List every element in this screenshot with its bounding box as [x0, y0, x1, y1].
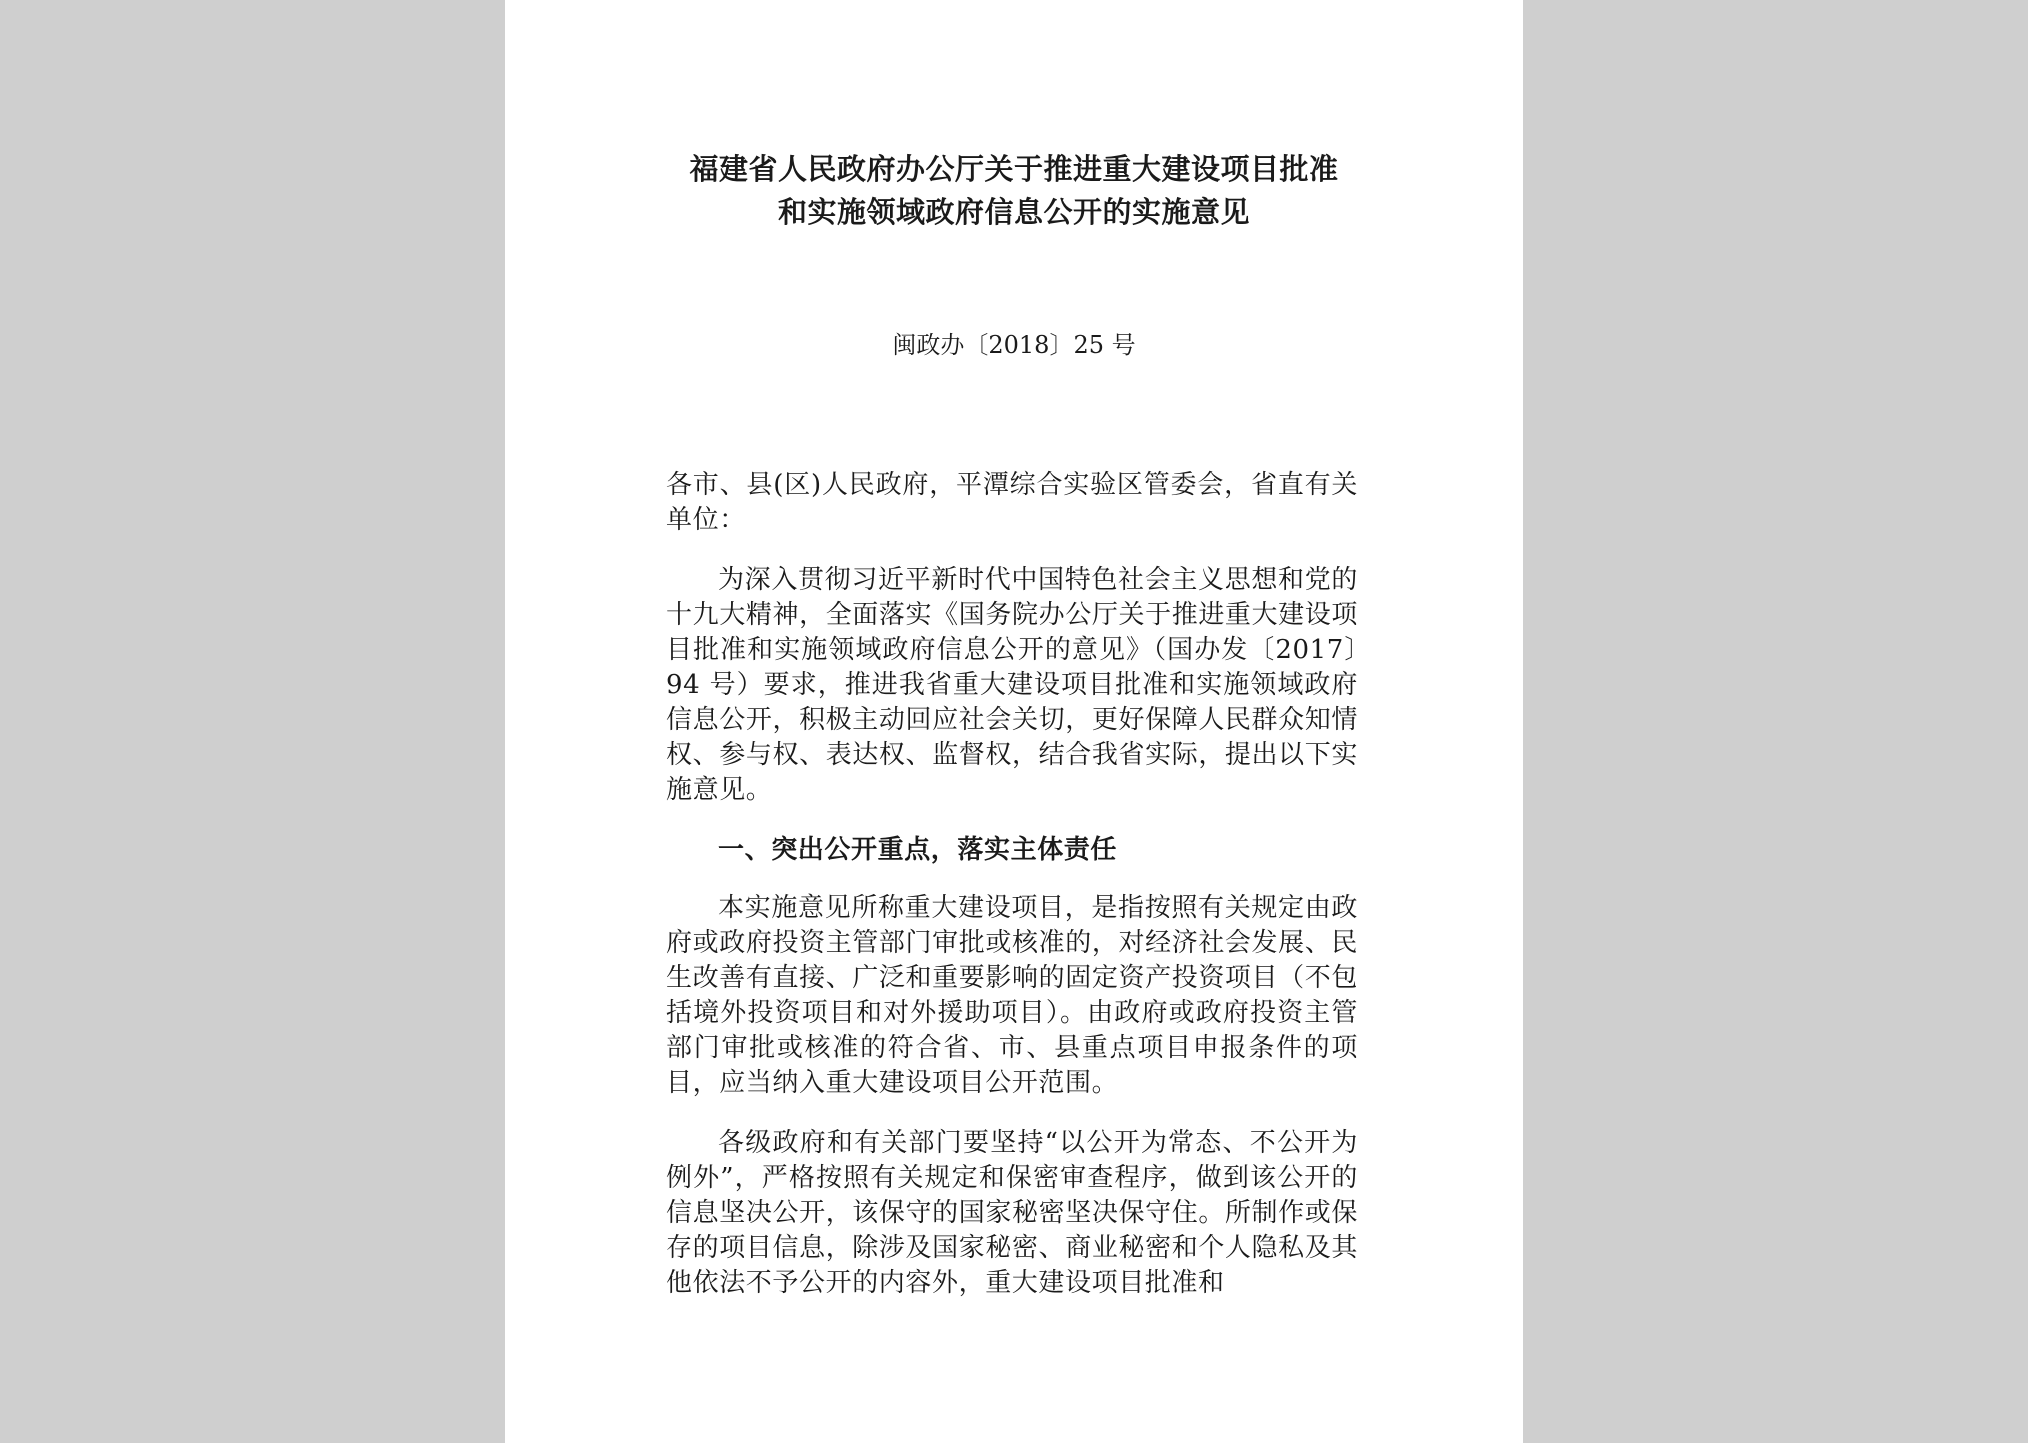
document-body	[666, 468, 1358, 1326]
salutation: 各市、县(区)人民政府，平潭综合实验区管委会，省直有关单位：	[666, 470, 1358, 535]
paragraph-principle: 各级政府和有关部门要坚持“以公开为常态、不公开为例外”，严格按照有关规定和保密审查程序，做到该公开的信息坚决公开，该保守的国家秘密坚决保守住。所制作或保存的项目信息，除涉及国家秘密、商业秘密和个人隐私及其他依法不予公开的内容外，重大建设项目批准和	[666, 1128, 1358, 1298]
paragraph-intro: 为深入贯彻习近平新时代中国特色社会主义思想和党的十九大精神，全面落实《国务院办公厅关于推进重大建设项目批准和实施领域政府信息公开的意见》（国办发〔2017〕94 号）要求，推进我省重大建设项目批准和实施领域政府信息公开，积极主动回应社会关切，更好保障人民群众知情权、参与权、表达权、监督权，结合我省实际，提出以下实施意见。	[666, 565, 1358, 805]
title-line-2: 和实施领域政府信息公开的实施意见	[777, 195, 1250, 229]
title-line-1: 福建省人民政府办公厅关于推进重大建设项目批准	[689, 152, 1339, 186]
document-title	[505, 148, 1523, 234]
document-page	[505, 0, 1523, 1443]
section-heading-1: 一、突出公开重点，落实主体责任	[718, 835, 1118, 865]
document-number: 闽政办〔2018〕25 号	[892, 331, 1136, 359]
paragraph-definition: 本实施意见所称重大建设项目，是指按照有关规定由政府或政府投资主管部门审批或核准的，对经济社会发展、民生改善有直接、广泛和重要影响的固定资产投资项目（不包括境外投资项目和对外援助项目）。由政府或政府投资主管部门审批或核准的符合省、市、县重点项目申报条件的项目，应当纳入重大建设项目公开范围。	[666, 893, 1358, 1098]
